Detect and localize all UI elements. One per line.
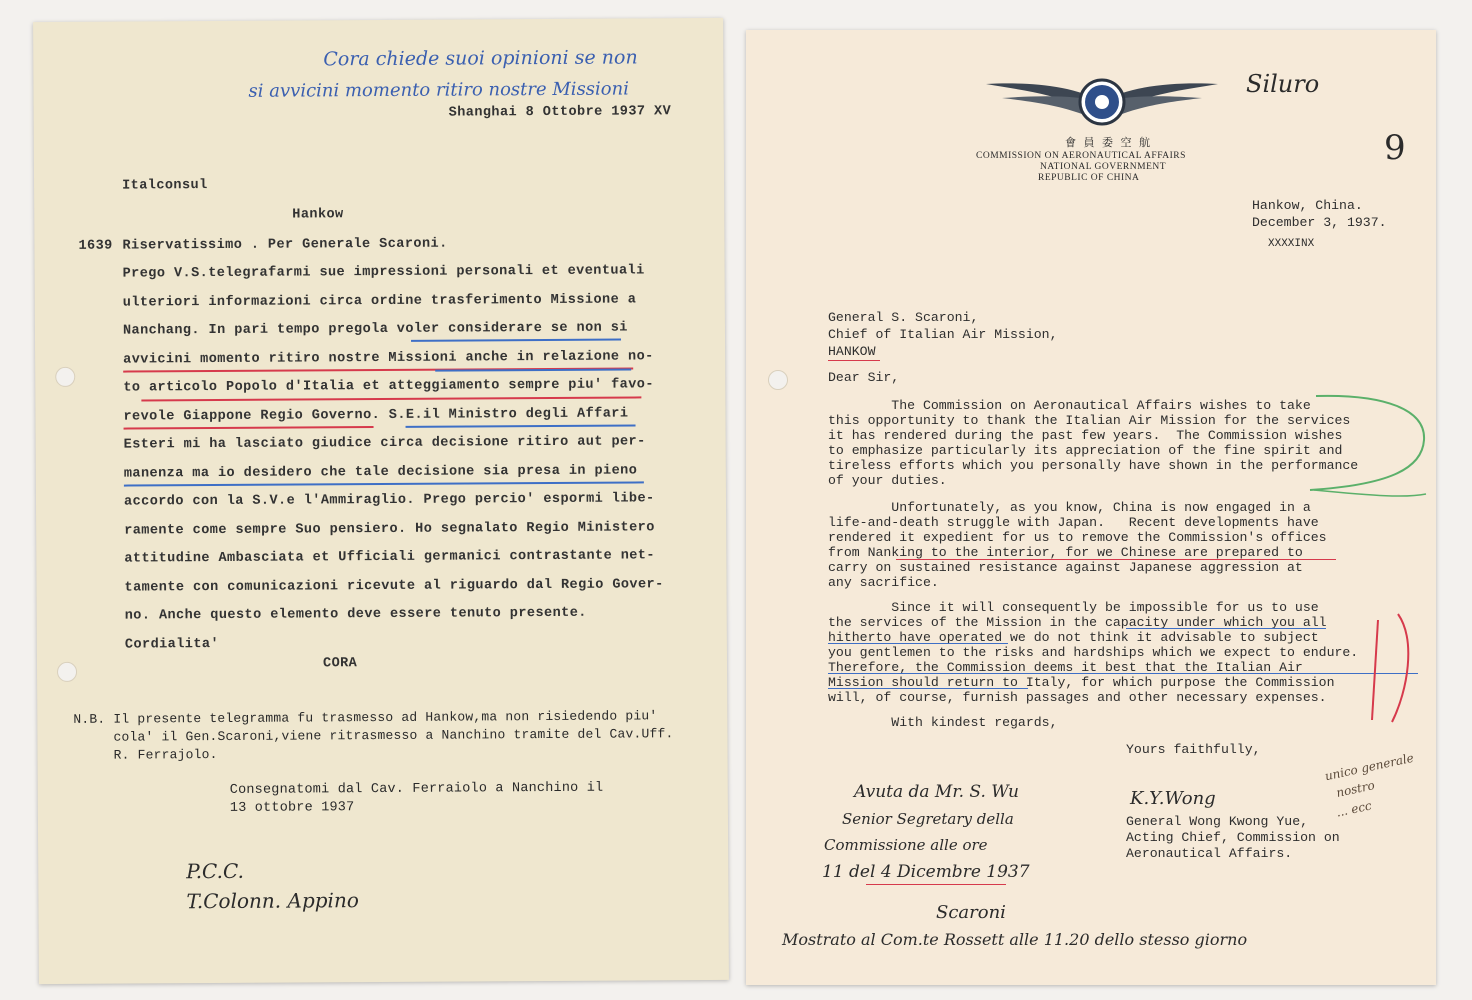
handwritten-signature: K.Y.Wong	[1130, 788, 1216, 809]
body-line: revole Giappone Regio Governo. S.E.il Ministro degli Affari	[123, 406, 629, 425]
address-line: HANKOW	[828, 344, 876, 359]
delivery-line: Consegnatomi dal Cav. Ferraiolo a Nanchino il	[229, 780, 604, 798]
blue-underline	[124, 481, 644, 486]
date: December 3, 1937.	[1252, 215, 1387, 230]
salutation: Dear Sir,	[828, 370, 900, 385]
handwritten-bottom-note: Mostrato al Com.te Rossett alle 11.20 dello stesso giorno	[782, 930, 1248, 949]
recipient-city: Hankow	[292, 207, 344, 223]
body-line: no. Anche questo elemento deve essere tenuto presente.	[124, 605, 587, 624]
para2-line: rendered it expedient for us to remove the Commission's offices	[828, 530, 1327, 545]
handwritten-note-line: Commissione alle ore	[824, 836, 988, 854]
red-underline	[828, 360, 880, 361]
signature-cora: CORA	[322, 656, 358, 672]
blue-underline	[406, 424, 636, 427]
handwritten-note-line: 11 del 4 Dicembre 1937	[822, 862, 1030, 882]
para2-line: life-and-death struggle with Japan. Recent developments have	[828, 515, 1319, 530]
body-line: attitudine Ambasciata et Ufficiali germanici contrastante net-	[124, 548, 655, 567]
body-line: Cordialita'	[124, 636, 220, 653]
para3-line: hitherto have operated we do not think it advisable to subject	[828, 630, 1319, 645]
para2-line: carry on sustained resistance against Japanese aggression at	[828, 560, 1303, 575]
signature-line: Aeronautical Affairs.	[1126, 846, 1293, 861]
place: Hankow, China.	[1252, 198, 1363, 213]
winged-emblem-icon	[982, 72, 1222, 132]
letterhead-line: COMMISSION ON AERONAUTICAL AFFAIRS	[976, 151, 1186, 161]
letterhead-chinese: 會 員 委 空 航	[1065, 136, 1152, 149]
blue-underline	[828, 643, 1008, 644]
blue-underline	[411, 339, 621, 342]
signature-line: Acting Chief, Commission on	[1126, 830, 1340, 845]
handwritten-note-line: si avvicini momento ritiro nostre Missioni	[248, 78, 630, 102]
address-line: General S. Scaroni,	[828, 310, 979, 325]
body-line: Esteri mi ha lasciato giudice circa decisione ritiro aut per-	[123, 434, 646, 453]
para1-line: The Commission on Aeronautical Affairs wishes to take	[828, 398, 1311, 413]
body-line: accordo con la S.V.e l'Ammiraglio. Prego percio' espormi libe-	[123, 491, 655, 510]
letterhead-line: REPUBLIC OF CHINA	[1038, 173, 1140, 183]
body-line: to articolo Popolo d'Italia et atteggiamento sempre piu' favo-	[123, 377, 654, 396]
red-underline	[124, 426, 374, 430]
red-underline	[896, 559, 1336, 560]
body-line: manenza ma io desidero che tale decisione sia presa in pieno	[123, 463, 638, 482]
telegram-number: 1639	[78, 238, 113, 254]
blue-underline	[1126, 628, 1326, 629]
left-letter-sheet	[33, 18, 729, 984]
handwritten-note-line: Cora chiede suoi opinioni se non	[323, 46, 638, 71]
letterhead-line: NATIONAL GOVERNMENT	[1040, 162, 1167, 172]
body-line: ulteriori informazioni circa ordine trasferimento Missione a	[122, 292, 637, 311]
punch-hole	[55, 367, 75, 387]
body-line: Riservatissimo . Per Generale Scaroni.	[122, 236, 448, 254]
signature-line: General Wong Kwong Yue,	[1126, 814, 1309, 829]
body-line: Nanchang. In pari tempo pregola voler considerare se non si	[122, 320, 628, 339]
page-number: 9	[1384, 128, 1406, 168]
body-line: Prego V.S.telegrafarmi sue impressioni personali et eventuali	[122, 263, 645, 282]
para3-line: Therefore, the Commission deems it best that the Italian Air	[828, 660, 1303, 675]
para2-line: from Nanking to the interior, for we Chinese are prepared to	[828, 545, 1303, 560]
para3-line: will, of course, furnish passages and other necessary expenses.	[828, 690, 1327, 705]
handwritten-margin-note: unico generale	[1323, 750, 1415, 784]
address-line: Chief of Italian Air Mission,	[828, 327, 1058, 342]
nb-line: R. Ferrajolo.	[73, 747, 218, 763]
para1-line: tireless efforts which you personally have shown in the performance	[828, 458, 1359, 473]
crossed-mark: XXXXINX	[1268, 238, 1315, 250]
handwritten-margin-note: ... ecc	[1334, 798, 1373, 820]
blue-underline	[435, 368, 631, 371]
handwritten-signature: T.Colonn. Appino	[186, 888, 359, 914]
handwritten-siluro: Siluro	[1246, 70, 1320, 98]
body-line: tamente con comunicazioni ricevute al riguardo dal Regio Gover-	[124, 577, 664, 596]
blue-underline	[828, 688, 1028, 689]
handwritten-signature: P.C.C.	[186, 858, 244, 884]
yours-faithfully: Yours faithfully,	[1126, 742, 1261, 757]
closing: With kindest regards,	[828, 715, 1058, 730]
green-bracket-mark	[1306, 390, 1436, 500]
para1-line: this opportunity to thank the Italian Air Mission for the services	[828, 413, 1351, 428]
handwritten-note-line: Senior Segretary della	[842, 810, 1014, 828]
handwritten-initials: Scaroni	[936, 902, 1006, 923]
para1-line: it has rendered during the past few years. The Commission wishes	[828, 428, 1343, 443]
place-date: Shanghai 8 Ottobre 1937 XV	[448, 104, 672, 121]
para3-line: Mission should return to Italy, for which purpose the Commission	[828, 675, 1335, 690]
right-letter-sheet	[746, 30, 1436, 985]
para1-line: to emphasize particularly its appreciation of the fine spirit and	[828, 443, 1343, 458]
punch-hole	[57, 662, 77, 682]
body-line: ramente come sempre Suo pensiero. Ho segnalato Regio Ministero	[124, 520, 655, 539]
blue-underline	[828, 673, 1418, 674]
para3-line: Since it will consequently be impossible for us to use	[828, 600, 1319, 615]
handwritten-note-line: Avuta da Mr. S. Wu	[854, 782, 1019, 802]
para2-line: any sacrifice.	[828, 575, 939, 590]
body-line: avvicini momento ritiro nostre Missioni anche in relazione no-	[123, 349, 654, 368]
recipient: Italconsul	[122, 178, 208, 194]
para3-line: the services of the Mission in the capacity under which you all	[828, 615, 1327, 630]
handwritten-margin-note: nostro	[1334, 778, 1376, 800]
red-underline	[141, 396, 641, 401]
nb-line: N.B. Il presente telegramma fu trasmesso ad Hankow,ma non risiedendo piu'	[73, 708, 658, 727]
nb-line: cola' il Gen.Scaroni,viene ritrasmesso a Nanchino tramite del Cav.Uff.	[73, 726, 674, 745]
punch-hole	[768, 370, 788, 390]
para1-line: of your duties.	[828, 473, 947, 488]
delivery-line: 13 ottobre 1937	[229, 800, 355, 816]
para3-line: you gentlemen to the risks and hardships which we expect to endure.	[828, 645, 1359, 660]
para2-line: Unfortunately, as you know, China is now engaged in a	[828, 500, 1311, 515]
red-underline	[866, 884, 1006, 885]
